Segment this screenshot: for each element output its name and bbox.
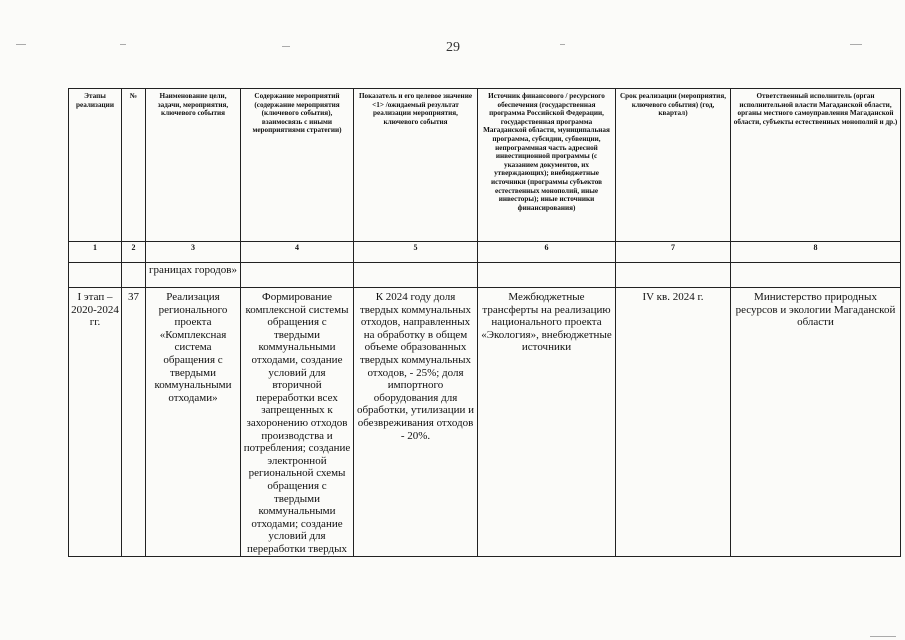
strategy-plan-table — [68, 88, 901, 557]
scan-speck — [560, 44, 565, 45]
executor-cell: Министерство природных ресурсов и экологии Магаданской области — [731, 288, 901, 557]
table-cell — [241, 263, 354, 288]
number-cell: 37 — [122, 288, 146, 557]
indicator-cell: К 2024 году доля твердых коммунальных отходов, направленных на обработку в общем объеме образованных твердых коммунальных отходов, - 25%; доля импортного оборудования для обработки, утилизации и обезвреживания отходов - 20%. — [354, 288, 478, 557]
column-number: 2 — [122, 242, 146, 263]
content-cell: Формирование комплексной системы обращения с твердыми коммунальными отходами, создание условий для вторичной переработки всех запрещенных к захоронению отходов производства и потребления; создание электронной региональной схемы обращения с твердыми коммунальными отходами; создание условий для переработки твердых — [241, 288, 354, 557]
table-cell: границах городов» — [146, 263, 241, 288]
column-number: 4 — [241, 242, 354, 263]
column-number: 8 — [731, 242, 901, 263]
table-cell — [731, 263, 901, 288]
page-number: 29 — [446, 40, 460, 55]
scan-speck — [120, 44, 126, 45]
column-number: 6 — [478, 242, 616, 263]
column-number: 7 — [616, 242, 731, 263]
column-number-row — [69, 242, 901, 263]
stage-cell: I этап – 2020-2024 гг. — [69, 288, 122, 557]
deadline-cell: IV кв. 2024 г. — [616, 288, 731, 557]
scan-speck — [850, 44, 862, 45]
header-content: Содержание мероприятий (содержание мероприятия (ключевого события), взаимосвязь с иными мероприятиями стратегии) — [241, 89, 354, 242]
name-cell: Реализация регионального проекта «Комплексная система обращения с твердыми коммунальными отходами» — [146, 288, 241, 557]
table-cell — [354, 263, 478, 288]
column-number: 3 — [146, 242, 241, 263]
header-row — [69, 89, 901, 242]
header-executor: Ответственный исполнитель (орган исполнительной власти Магаданской области, органы местного самоуправления Магаданской области, субъекты естественных монополий и др.) — [731, 89, 901, 242]
header-deadline: Срок реализации (мероприятия, ключевого события) (год, квартал) — [616, 89, 731, 242]
header-number: № — [122, 89, 146, 242]
scan-speck — [16, 44, 26, 45]
continuation-row — [69, 263, 901, 288]
column-number: 1 — [69, 242, 122, 263]
header-source: Источник финансового / ресурсного обеспечения (государственная программа Российской Федерации, государственная программа Магаданской области, муниципальная программа, субсидии, субвенции, непрограммная часть адресной инвестиционной программы (с указанием документов, их утверждающих); внебюджетные источники (программы субъектов естественных монополий, иные инвесторы); иные источники финансирования) — [478, 89, 616, 242]
header-name: Наименование цели, задачи, мероприятия, ключевого события — [146, 89, 241, 242]
table-row — [69, 288, 901, 557]
table-cell — [122, 263, 146, 288]
header-indicator: Показатель и его целевое значение <1> /ожидаемый результат реализации мероприятия, ключевого события — [354, 89, 478, 242]
table-cell — [69, 263, 122, 288]
column-number: 5 — [354, 242, 478, 263]
source-cell: Межбюджетные трансферты на реализацию национального проекта «Экология», внебюджетные источники — [478, 288, 616, 557]
table-cell — [478, 263, 616, 288]
table-cell — [616, 263, 731, 288]
scan-speck — [282, 46, 290, 47]
scan-speck — [870, 636, 896, 637]
header-stages: Этапы реализации — [69, 89, 122, 242]
